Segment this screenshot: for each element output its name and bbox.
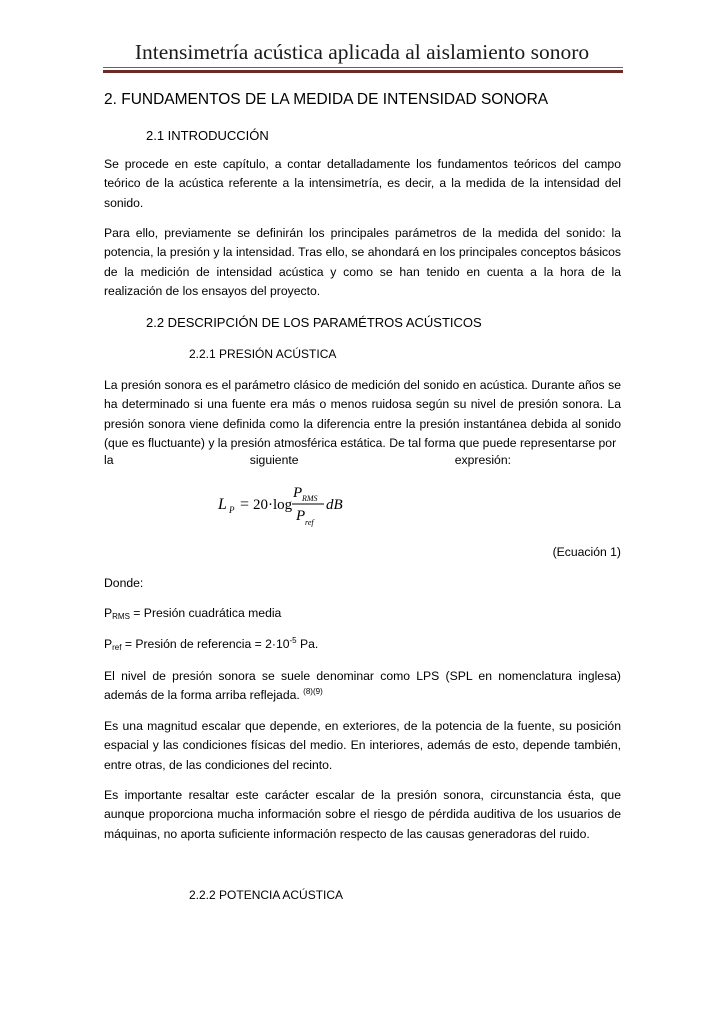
equation-unit: dB — [326, 497, 343, 513]
paragraph-pressure-2 — [104, 667, 621, 706]
equation-lhs-sub: P — [229, 505, 235, 515]
chapter-title: 2. FUNDAMENTOS DE LA MEDIDA DE INTENSIDAD SONORA — [104, 91, 549, 108]
equation-lhs: L — [218, 496, 227, 513]
paragraph-pressure-1-last-line — [104, 453, 621, 467]
citation-8-9: (8)(9) — [303, 687, 323, 697]
paragraph-intro-1: Se procede en este capítulo, a contar detalladamente los fundamentos teóricos del campo teórico de la acústica referente a la intensimetría, es decir, a la medida de la intensidad del sonido. — [104, 157, 621, 210]
subsection-heading-power: 2.2.2 POTENCIA ACÚSTICA — [189, 888, 344, 902]
definition-prms-symbol: P — [104, 606, 113, 620]
subsection-heading-pressure: 2.2.1 PRESIÓN ACÚSTICA — [189, 347, 337, 361]
definition-prms-sub: RMS — [112, 612, 130, 621]
section-heading-intro: 2.1 INTRODUCCIÓN — [146, 128, 269, 143]
paragraph-pressure-1: La presión sonora es el parámetro clásico de medición del sonido en acústica. Durante años se ha determinado si una fuente era más o menos ruidosa según su nivel de presión sonora. La presión sonora viene definida como la diferencia entre la presión instantánea debida al sonido (que es fluctuante) y la presión atmosférica estática. De tal forma que puede representarse por — [104, 378, 621, 451]
equation-numerator-sub: RMS — [302, 494, 318, 503]
equation-coef: 20·log — [253, 497, 293, 513]
word-la: la — [104, 453, 114, 467]
definition-pref — [104, 637, 318, 651]
equation-number: (Ecuación 1) — [552, 545, 621, 559]
definition-pref-sub: ref — [112, 643, 122, 652]
paragraph-intro-2: Para ello, previamente se definirán los principales parámetros de la medida del sonido: la potencia, la presión y la intensidad. Tras ello, se ahondará en los principales conceptos básicos de la medición de intensidad acústica y como se han tenido en cuenta a la hora de la realización de los ensayos del proyecto. — [104, 226, 621, 299]
section-heading-params: 2.2 DESCRIPCIÓN DE LOS PARAMÉTROS ACÚSTICOS — [146, 315, 482, 330]
definition-prms — [104, 606, 281, 620]
paragraph-pressure-3: Es una magnitud escalar que depende, en exteriores, de la potencia de la fuente, su posición espacial y las condiciones físicas del medio. En interiores, además de esto, depende también, entre otras, de las condiciones del recinto. — [104, 719, 621, 772]
word-siguiente: siguiente — [249, 453, 299, 467]
equation-numerator: P — [293, 485, 303, 501]
equation-denominator-sub: ref — [305, 518, 314, 527]
header-rule-thin — [103, 67, 623, 68]
paragraph-pressure-4: Es importante resaltar este carácter escalar de la presión sonora, circunstancia ésta, que aunque proporciona mucha información sobre el riesgo de pérdida auditiva de los usuarios de máquinas, no aporta suficiente información respecto de las causas generadoras del ruido. — [104, 788, 621, 841]
equation-equals: = — [240, 496, 250, 513]
word-expresion: expresión: — [454, 453, 511, 467]
equation-lp — [216, 482, 356, 528]
paragraph-pressure-2-text: El nivel de presión sonora se suele denominar como LPS (SPL en nomenclatura inglesa) además de la forma arriba reflejada. — [104, 669, 621, 703]
definition-pref-exponent: -5 — [289, 636, 297, 645]
definition-pref-symbol: P — [104, 637, 113, 651]
running-header: Intensimetría acústica aplicada al aislamiento sonoro — [134, 40, 590, 64]
equation-denominator: P — [296, 508, 306, 524]
definition-pref-text-b: Pa. — [296, 637, 319, 651]
header-rule-thick — [103, 70, 623, 73]
where-label: Donde: — [104, 576, 144, 590]
definition-pref-text-a: = Presión de referencia = 2·10 — [121, 637, 290, 651]
definition-prms-text: = Presión cuadrática media — [129, 606, 282, 620]
